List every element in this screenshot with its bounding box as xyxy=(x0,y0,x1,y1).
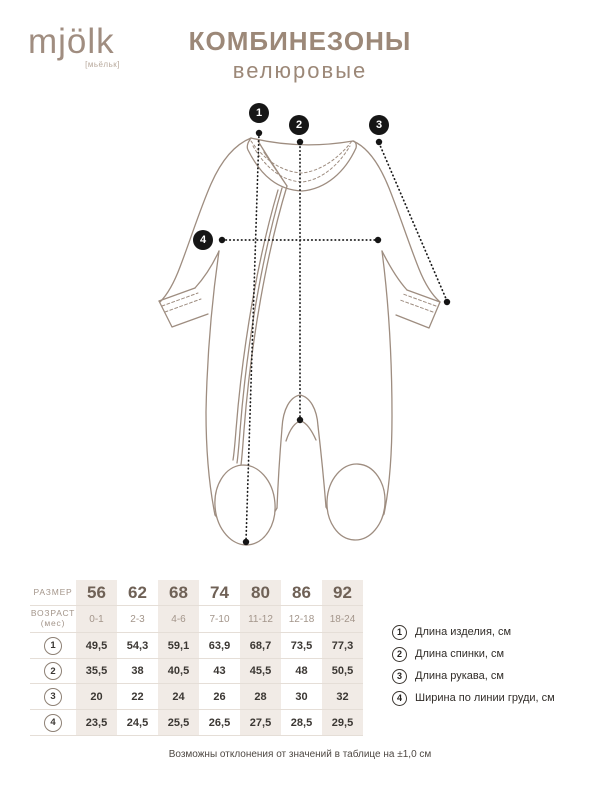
age-cell: 12-18 xyxy=(281,606,322,633)
size-cell: 62 xyxy=(117,580,158,606)
value-cell: 38 xyxy=(117,659,158,684)
age-cell: 11-12 xyxy=(240,606,281,633)
value-cell: 26,5 xyxy=(199,710,240,736)
age-row-label xyxy=(30,606,76,633)
value-cell: 23,5 xyxy=(76,710,117,736)
measure-row-header xyxy=(30,710,76,736)
value-cell: 28 xyxy=(240,684,281,710)
row-number-badge: 2 xyxy=(44,662,62,680)
page-title: КОМБИНЕЗОНЫ xyxy=(188,26,412,56)
value-cell: 50,5 xyxy=(322,659,363,684)
value-cell: 45,5 xyxy=(240,659,281,684)
legend-number-badge: 2 xyxy=(392,647,407,662)
measure-row-header xyxy=(30,659,76,684)
measure-row-header xyxy=(30,684,76,710)
size-table xyxy=(30,580,363,736)
size-cell: 68 xyxy=(158,580,199,606)
value-cell: 26 xyxy=(199,684,240,710)
age-row-label-line2: (мес) xyxy=(40,618,66,628)
legend-label: Длина изделия, см xyxy=(415,626,512,638)
row-number-badge: 1 xyxy=(44,637,62,655)
value-cell: 24,5 xyxy=(117,710,158,736)
measurements-legend xyxy=(392,621,555,709)
legend-label: Ширина по линии груди, см xyxy=(415,692,555,704)
measure-row-header xyxy=(30,633,76,659)
age-row-label-line1: ВОЗРАСТ xyxy=(30,608,76,619)
value-cell: 43 xyxy=(199,659,240,684)
size-cell: 56 xyxy=(76,580,117,606)
age-cell: 2-3 xyxy=(117,606,158,633)
value-cell: 77,3 xyxy=(322,633,363,659)
age-cell: 18-24 xyxy=(322,606,363,633)
value-cell: 28,5 xyxy=(281,710,322,736)
legend-number-badge: 3 xyxy=(392,669,407,684)
legend-item xyxy=(392,665,555,687)
value-cell: 73,5 xyxy=(281,633,322,659)
legend-item xyxy=(392,687,555,709)
brand-logo-text: mjölk xyxy=(28,22,115,61)
age-cell: 4-6 xyxy=(158,606,199,633)
measure-marker-2-badge: 2 xyxy=(289,115,309,135)
value-cell: 30 xyxy=(281,684,322,710)
measure-marker-4-badge: 4 xyxy=(193,230,213,250)
row-number-badge: 3 xyxy=(44,688,62,706)
size-cell: 86 xyxy=(281,580,322,606)
value-cell: 20 xyxy=(76,684,117,710)
value-cell: 24 xyxy=(158,684,199,710)
measure-marker-1-badge: 1 xyxy=(249,103,269,123)
size-row-label: РАЗМЕР xyxy=(30,580,76,606)
value-cell: 35,5 xyxy=(76,659,117,684)
legend-item xyxy=(392,643,555,665)
value-cell: 27,5 xyxy=(240,710,281,736)
measure-marker-3-badge: 3 xyxy=(369,115,389,135)
value-cell: 59,1 xyxy=(158,633,199,659)
size-cell: 80 xyxy=(240,580,281,606)
value-cell: 54,3 xyxy=(117,633,158,659)
legend-number-badge: 1 xyxy=(392,625,407,640)
value-cell: 22 xyxy=(117,684,158,710)
legend-number-badge: 4 xyxy=(392,691,407,706)
age-cell: 7-10 xyxy=(199,606,240,633)
legend-item xyxy=(392,621,555,643)
value-cell: 48 xyxy=(281,659,322,684)
value-cell: 29,5 xyxy=(322,710,363,736)
age-cell: 0-1 xyxy=(76,606,117,633)
value-cell: 68,7 xyxy=(240,633,281,659)
row-number-badge: 4 xyxy=(44,714,62,732)
value-cell: 49,5 xyxy=(76,633,117,659)
size-cell: 92 xyxy=(322,580,363,606)
page-subtitle: велюровые xyxy=(232,58,368,84)
value-cell: 25,5 xyxy=(158,710,199,736)
legend-label: Длина рукава, см xyxy=(415,670,504,682)
size-cell: 74 xyxy=(199,580,240,606)
legend-label: Длина спинки, см xyxy=(415,648,505,660)
brand-logo-transliteration: [мьёльк] xyxy=(85,60,120,69)
tolerance-footnote: Возможны отклонения от значений в таблице на ±1,0 см xyxy=(168,749,432,760)
value-cell: 63,9 xyxy=(199,633,240,659)
value-cell: 32 xyxy=(322,684,363,710)
value-cell: 40,5 xyxy=(158,659,199,684)
